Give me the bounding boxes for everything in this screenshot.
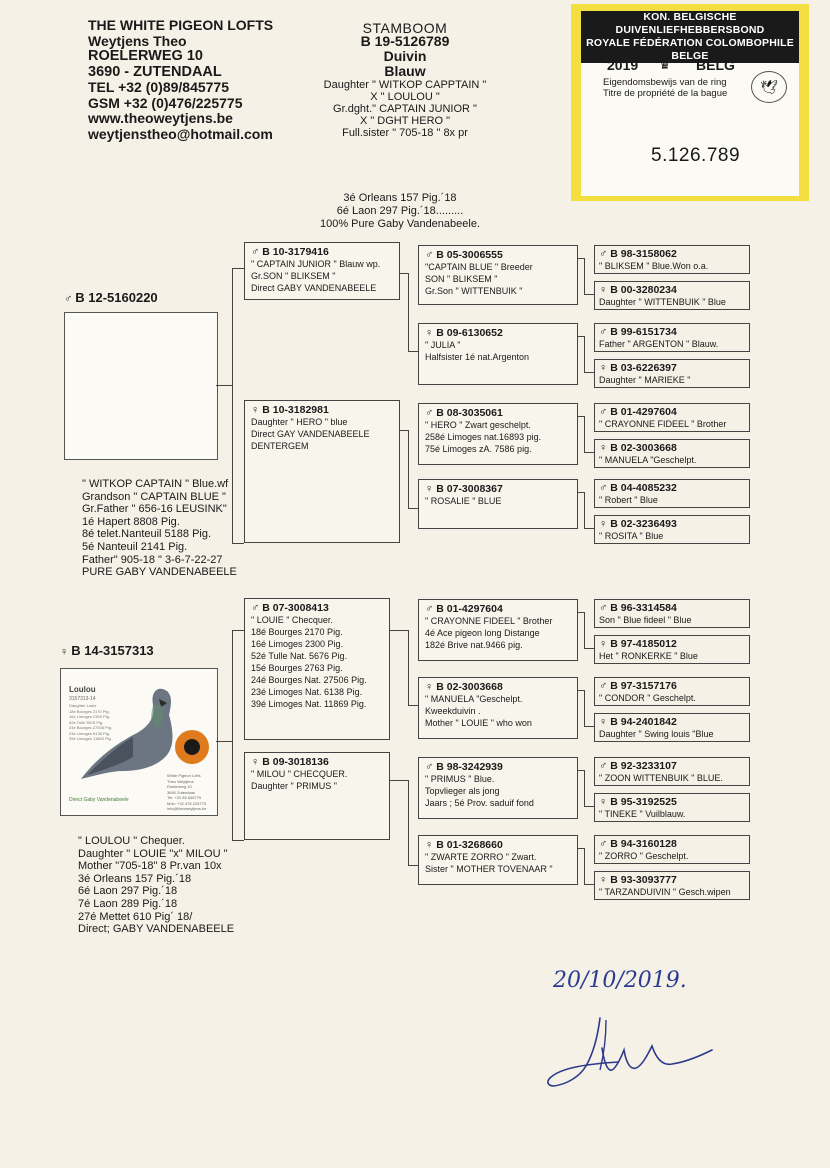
box-line: " ZOON WITTENBUIK " BLUE. <box>599 773 723 783</box>
pedigree-box-g4 <box>594 677 750 706</box>
female-icon: ♀ <box>251 404 260 416</box>
card-inner <box>581 11 799 196</box>
male-icon: ♂ <box>599 680 608 692</box>
bracket-line <box>584 372 594 373</box>
box-line: Topvlieger als jong <box>425 786 500 796</box>
box-line: " MANUELA "Geschelpt. <box>599 455 697 465</box>
pedigree-box-g4 <box>594 323 750 352</box>
female-icon: ♀ <box>251 756 260 768</box>
bracket-line <box>232 268 244 269</box>
male-icon: ♂ <box>425 603 434 615</box>
pedigree-box-g3 <box>418 403 578 465</box>
box-line: Daughter " HERO " blue <box>251 417 348 427</box>
box-line: " LOUIE " Checquer. <box>251 615 333 625</box>
sire-desc-line: " WITKOP CAPTAIN " Blue.wf <box>82 478 229 490</box>
pedigree-box-g4 <box>594 835 750 864</box>
pedigree-box-g4 <box>594 871 750 900</box>
box-line: " CRAYONNE FIDEEL " Brother <box>599 419 727 429</box>
male-icon: ♂ <box>599 838 608 850</box>
bracket-line <box>584 770 585 806</box>
crown-icon: ♛ <box>659 57 671 72</box>
box-line: Daughter " WITTENBUIK " Blue <box>599 297 726 307</box>
female-icon: ♀ <box>599 716 608 728</box>
sire-desc-line: PURE GABY VANDENABEELE <box>82 566 237 579</box>
female-icon: ♀ <box>599 362 608 374</box>
pigeon-logo-icon: 🕊 <box>751 71 787 103</box>
photo-loft-line: 3690 Zutendaal <box>167 789 195 795</box>
photo-result-line: 18e Bourges 2170 Pig. <box>69 708 110 714</box>
dam-ring <box>60 643 154 658</box>
dam-desc-line: " LOULOU " Chequer. <box>78 835 185 847</box>
box-line: Gr.Son " WITTENBUIK " <box>425 286 523 296</box>
photo-footer: Direct Gaby Vandenabeele <box>69 797 129 803</box>
bracket-line <box>584 294 594 295</box>
pedigree-box-g3 <box>418 757 578 819</box>
photo-result-line: 52e Tulle 5676 Pig. <box>69 719 104 725</box>
photo-loft-line: White Pigeon Lofts <box>167 773 201 778</box>
box-line: " TARZANDUIVIN " Gesch.wipen <box>599 887 731 897</box>
header-line: Gr.dght." CAPTAIN JUNIOR " <box>333 103 477 115</box>
pedigree-box-g4 <box>594 479 750 508</box>
male-icon: ♂ <box>599 602 608 614</box>
box-line: 75é Limoges zA. 7586 pig. <box>425 444 532 454</box>
bracket-line <box>400 273 408 274</box>
ring-number: B 01-3268660 <box>436 839 503 851</box>
bracket-line <box>584 612 585 648</box>
bracket-line <box>390 780 408 781</box>
performance-line: 6é Laon 297 Pig.´18......... <box>336 205 464 217</box>
bracket-line <box>408 705 418 706</box>
male-icon: ♂ <box>251 602 260 614</box>
header-line: Full.sister " 705-18 " 8x pr <box>342 127 468 139</box>
bracket-line <box>232 840 244 841</box>
box-line: 16é Limoges 2300 Pig. <box>251 639 344 649</box>
photo-pigeon-ring: 3157313-14 <box>69 696 96 702</box>
male-icon: ♂ <box>599 406 608 418</box>
box-line: " CRAYONNE FIDEEL " Brother <box>425 616 553 626</box>
performance-line: 100% Pure Gaby Vandenabeele. <box>319 218 481 230</box>
male-icon: ♂ <box>599 248 608 260</box>
pedigree-box-sire-father <box>244 242 400 300</box>
card-number: 5.126.789 <box>651 145 741 166</box>
photo-loft-info <box>167 773 206 812</box>
ring-number: B 02-3236493 <box>610 518 677 530</box>
box-line: 23é Limoges Nat. 6138 Pig. <box>251 687 363 697</box>
bracket-line <box>232 630 244 631</box>
loft-line: Weytjens Theo <box>88 32 187 49</box>
female-icon: ♀ <box>60 646 69 658</box>
performance-line: 3é Orleans 157 Pig.´18 <box>343 192 457 204</box>
bracket-line <box>408 630 409 705</box>
ring-number: B 99-6151734 <box>610 326 677 338</box>
male-icon: ♂ <box>64 293 73 305</box>
performance-summary <box>250 192 550 231</box>
sire-desc-line: Gr.Father " 656-16 LEUSINK" <box>82 503 227 516</box>
male-icon: ♂ <box>425 407 434 419</box>
sire-desc-line: 5é Nanteuil 2141 Pig. <box>82 540 188 553</box>
bracket-line <box>584 336 585 372</box>
ring-number: B 01-4297604 <box>610 406 677 418</box>
photo-loft-line: Theo Weytjens <box>167 778 194 784</box>
sire-ring-text: B 12-5160220 <box>75 290 158 305</box>
ring-number: B 94-3160128 <box>610 838 677 850</box>
card-ownership <box>603 77 727 99</box>
dam-ring-text: B 14-3157313 <box>71 643 154 658</box>
box-line: " MANUELA "Geschelpt. <box>425 694 523 704</box>
bracket-line <box>584 690 585 726</box>
handwritten-date: 20/10/2019. <box>553 968 687 993</box>
card-country: BELG <box>696 57 735 73</box>
female-icon: ♀ <box>599 518 608 530</box>
box-line: Jaars ; 5é Prov. saduif fond <box>425 798 534 808</box>
box-line: 4é Ace pigeon long Distange <box>425 628 540 638</box>
bracket-line <box>232 268 233 543</box>
box-line: " CAPTAIN JUNIOR " Blauw wp. <box>251 259 381 269</box>
card-org-fr: ROYALE FÉDÉRATION COLOMBOPHILE BELGE <box>586 37 794 62</box>
ring-number: B 01-4297604 <box>436 603 503 615</box>
bracket-line <box>584 492 585 528</box>
bracket-line <box>408 780 409 865</box>
box-line: "CAPTAIN BLUE " Breeder <box>425 262 533 272</box>
male-icon: ♂ <box>425 761 434 773</box>
sire-desc-line: Grandson " CAPTAIN BLUE " <box>82 490 226 503</box>
bracket-line <box>408 508 418 509</box>
box-line: Daughter " Swing louis "Blue <box>599 729 714 739</box>
photo-loft-line: Mob: +32 476 225775 <box>167 800 207 806</box>
dam-desc-line: Direct; GABY VANDENABEELE <box>78 923 235 936</box>
ring-number: B 07-3008367 <box>436 483 503 495</box>
bracket-line <box>408 865 418 866</box>
photo-loft-line: Tel: +32 89 845775 <box>167 795 202 800</box>
photo-result-line: Daughter Louie <box>69 703 97 708</box>
pedigree-box-g4 <box>594 403 750 432</box>
box-line: " PRIMUS " Blue. <box>425 774 495 784</box>
box-line: 18é Bourges 2170 Pig. <box>251 627 343 637</box>
male-icon: ♂ <box>425 249 434 261</box>
box-line: Gr.SON " BLIKSEM " <box>251 271 336 281</box>
pedigree-box-sire-mother <box>244 400 400 543</box>
male-icon: ♂ <box>599 326 608 338</box>
card-org-band <box>581 11 799 63</box>
photo-result-line: 39e Limoges 11869 Pig. <box>69 736 112 741</box>
box-line: " CONDOR " Geschelpt. <box>599 693 696 703</box>
bracket-line <box>584 416 585 452</box>
dam-photo <box>60 668 218 816</box>
female-icon: ♀ <box>599 442 608 454</box>
photo-loft-line: Roelerweg 10 <box>167 784 192 789</box>
pedigree-box-g3 <box>418 599 578 661</box>
pedigree-box-g4 <box>594 281 750 310</box>
card-own-fr: Titre de propriété de la bague <box>603 88 728 99</box>
box-line: Halfsister 1é nat.Argenton <box>425 352 530 362</box>
ring-number: B 94-2401842 <box>610 716 677 728</box>
box-line: " ZWARTE ZORRO " Zwart. <box>425 852 537 862</box>
ring-number: B 97-4185012 <box>610 638 677 650</box>
bracket-line <box>408 351 418 352</box>
card-own-nl: Eigendomsbewijs van de ring <box>603 77 727 88</box>
card-org-nl: KON. BELGISCHE DUIVENLIEFHEBBERSBOND <box>615 11 765 36</box>
bracket-line <box>584 258 585 294</box>
box-line: 24é Bourges Nat. 27506 Pig. <box>251 675 367 685</box>
header-sex: Duivin <box>383 48 427 64</box>
box-line: " TINEKE " Vuilblauw. <box>599 809 686 819</box>
pedigree-box-g4 <box>594 793 750 822</box>
bracket-line <box>584 648 594 649</box>
dam-desc-line: 3é Orleans 157 Pig.´18 <box>78 872 192 885</box>
bracket-line <box>584 726 594 727</box>
loft-line: TEL +32 (0)89/845775 <box>88 79 230 95</box>
pedigree-box-g3 <box>418 323 578 385</box>
pedigree-header <box>315 22 495 139</box>
box-line: 15é Bourges 2763 Pig. <box>251 663 343 673</box>
ring-ownership-card <box>571 4 809 201</box>
pedigree-box-dam-mother <box>244 752 390 840</box>
ring-number: B 05-3006555 <box>436 249 503 261</box>
pedigree-box-g4 <box>594 515 750 544</box>
box-line: DENTERGEM <box>251 441 309 451</box>
sire-description <box>82 478 237 579</box>
bracket-line <box>584 528 594 529</box>
photo-result-line: 16e Limoges 2300 Pig. <box>69 714 110 719</box>
dam-description <box>78 835 234 936</box>
pedigree-box-g4 <box>594 599 750 628</box>
box-line: Mother " LOUIE " who won <box>425 718 532 728</box>
bracket-line <box>584 884 594 885</box>
photo-pigeon-name: Loulou <box>69 685 96 694</box>
ring-number: B 92-3233107 <box>610 760 677 772</box>
bracket-line <box>408 430 409 508</box>
box-line: " BLIKSEM " Blue.Won o.a. <box>599 261 709 271</box>
box-line: " HERO " Zwart geschelpt. <box>425 420 531 430</box>
ring-number: B 95-3192525 <box>610 796 677 808</box>
ring-number: B 96-3314584 <box>610 602 677 614</box>
box-line: " MILOU " CHECQUER. <box>251 769 348 779</box>
signature-icon <box>540 1010 720 1090</box>
male-icon: ♂ <box>599 482 608 494</box>
box-line: SON " BLIKSEM " <box>425 274 498 284</box>
ring-number: B 02-3003668 <box>610 442 677 454</box>
dam-desc-line: 27é Mettet 610 Pig´ 18/ <box>78 910 193 923</box>
box-line: Sister " MOTHER TOVENAAR " <box>425 864 553 874</box>
box-line: Son " Blue fideel " Blue <box>599 615 692 625</box>
pedigree-box-g4 <box>594 439 750 468</box>
card-year: 2019 <box>607 57 639 73</box>
bracket-line <box>390 630 408 631</box>
dam-desc-line: 6é Laon 297 Pig.´18 <box>78 885 178 898</box>
male-icon: ♂ <box>251 246 260 258</box>
photo-result-line: 23e Limoges 6138 Pig. <box>69 730 110 736</box>
pedigree-box-g3 <box>418 835 578 885</box>
loft-line: weytjenstheo@hotmail.com <box>88 125 273 142</box>
dam-desc-line: Daughter " LOUIE "x" MILOU " <box>78 847 228 860</box>
ring-number: B 08-3035061 <box>436 407 503 419</box>
pedigree-box-g4 <box>594 359 750 388</box>
ring-number: B 09-6130652 <box>436 327 503 339</box>
ring-number: B 97-3157176 <box>610 680 677 692</box>
bracket-line <box>216 385 232 386</box>
bracket-line <box>232 543 244 544</box>
bracket-line <box>584 806 594 807</box>
header-ring: B 19-5126789 <box>360 33 450 49</box>
box-line: Father " ARGENTON " Blauw. <box>599 339 719 349</box>
ring-number: B 00-3280234 <box>610 284 677 296</box>
pedigree-box-g3 <box>418 479 578 529</box>
box-line: " ROSALIE " BLUE <box>425 496 502 506</box>
dam-desc-line: Mother "705-18" 8 Pr.van 10x <box>78 860 222 873</box>
box-line: Kweekduivin . <box>425 706 481 716</box>
ring-number: B 98-3242939 <box>436 761 503 773</box>
female-icon: ♀ <box>425 483 434 495</box>
sire-photo <box>64 312 218 460</box>
sire-desc-line: Father" 905-18 " 3-6-7-22-27 <box>82 553 223 566</box>
pedigree-box-g3 <box>418 677 578 739</box>
female-icon: ♀ <box>425 327 434 339</box>
ring-number: B 03-6226397 <box>610 362 677 374</box>
box-line: " JULIA " <box>425 340 461 350</box>
pedigree-box-g4 <box>594 245 750 274</box>
header-line: X " DGHT HERO " <box>359 115 451 127</box>
bracket-line <box>232 630 233 840</box>
header-color: Blauw <box>384 63 426 79</box>
box-line: Daughter " MARIEKE " <box>599 375 691 385</box>
ring-number: B 10-3179416 <box>262 246 329 258</box>
loft-line: ROELERWEG 10 <box>88 48 203 64</box>
loft-line: www.theoweytjens.be <box>88 110 233 126</box>
loft-line: 3690 - ZUTENDAAL <box>88 63 222 80</box>
box-line: 39é Limoges Nat. 11869 Pig. <box>251 699 367 709</box>
female-icon: ♀ <box>599 284 608 296</box>
female-icon: ♀ <box>425 839 434 851</box>
photo-loft-line: info@theoweytjens.be <box>167 806 207 811</box>
sire-desc-line: 8é telet.Nanteuil 5188 Pig. <box>82 528 212 541</box>
ring-number: B 09-3018136 <box>262 756 329 768</box>
male-icon: ♂ <box>599 760 608 772</box>
header-line: X " LOULOU " <box>370 91 440 103</box>
pedigree-box-g4 <box>594 635 750 664</box>
female-icon: ♀ <box>425 681 434 693</box>
loft-line: GSM +32 (0)476/225775 <box>88 94 243 111</box>
ring-number: B 02-3003668 <box>436 681 503 693</box>
pedigree-box-g3 <box>418 245 578 305</box>
box-line: " ROSITA " Blue <box>599 531 664 541</box>
page-title: STAMBOOM <box>362 20 448 36</box>
sire-ring <box>64 290 158 305</box>
box-line: " Robert " Blue <box>599 495 658 505</box>
loft-line: THE WHITE PIGEON LOFTS <box>88 17 274 33</box>
pedigree-box-dam-father <box>244 598 390 740</box>
box-line: Direct GABY VANDENABEELE <box>251 283 377 293</box>
bracket-line <box>216 741 232 742</box>
ring-number: B 98-3158062 <box>610 248 677 260</box>
pedigree-box-g4 <box>594 713 750 742</box>
ring-number: B 07-3008413 <box>262 602 329 614</box>
box-line: Direct GAY VANDENABEELE <box>251 429 370 439</box>
box-line: Daughter " PRIMUS " <box>251 781 337 791</box>
loft-info <box>88 18 273 142</box>
female-icon: ♀ <box>599 638 608 650</box>
ring-number: B 93-3093777 <box>610 874 677 886</box>
dam-desc-line: 7é Laon 289 Pig.´18 <box>78 897 178 910</box>
box-line: " ZORRO " Geschelpt. <box>599 851 689 861</box>
header-line: Daughter " WITKOP CAPPTAIN " <box>323 79 487 91</box>
bracket-line <box>584 848 585 884</box>
box-line: Het " RONKERKE " Blue <box>599 651 698 661</box>
box-line: 52é Tulle Nat. 5676 Pig. <box>251 651 348 661</box>
female-icon: ♀ <box>599 796 608 808</box>
photo-result-line: 24e Bourges 27506 Pig. <box>69 725 112 730</box>
bracket-line <box>400 430 408 431</box>
bracket-line <box>408 273 409 351</box>
box-line: 182é Brive nat.9466 pig. <box>425 640 523 650</box>
ring-number: B 04-4085232 <box>610 482 677 494</box>
bracket-line <box>584 452 594 453</box>
female-icon: ♀ <box>599 874 608 886</box>
ring-number: B 10-3182981 <box>262 404 329 416</box>
sire-desc-line: 1é Hapert 8808 Pig. <box>82 515 180 528</box>
pedigree-box-g4 <box>594 757 750 786</box>
box-line: 258é Limoges nat.16893 pig. <box>425 432 542 442</box>
